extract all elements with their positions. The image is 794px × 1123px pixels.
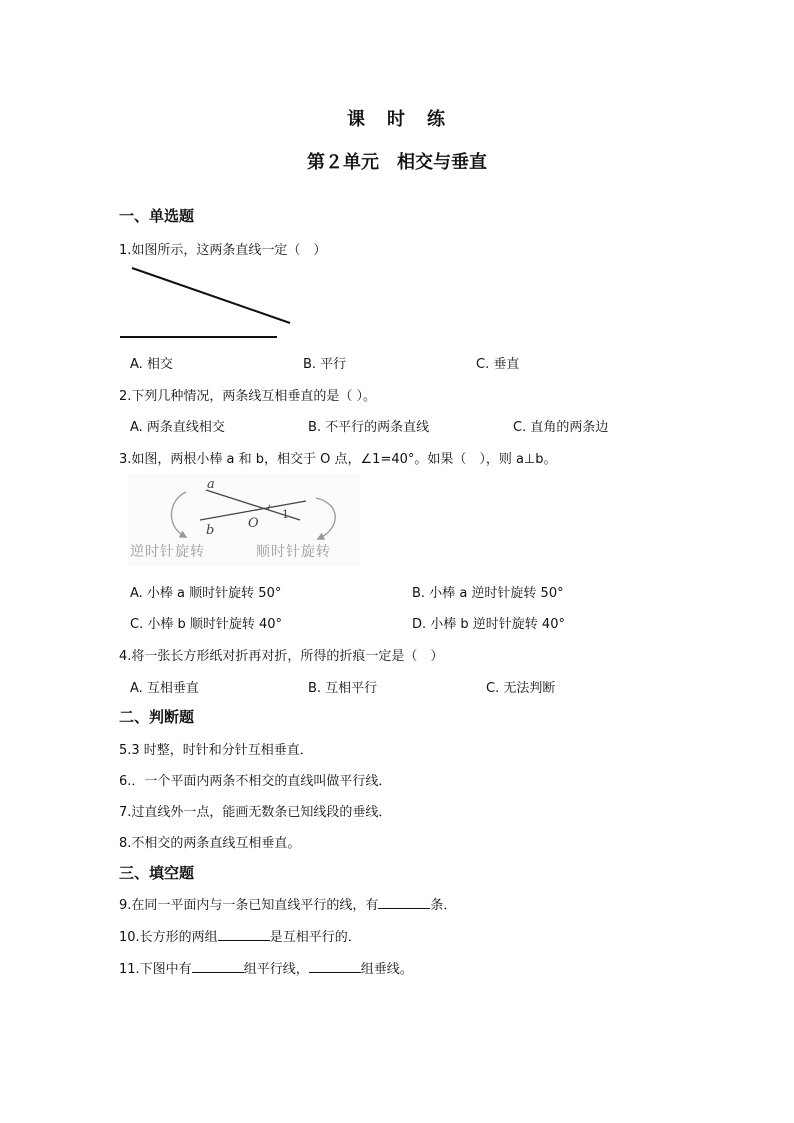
question-7-text: 7.过直线外一点，能画无数条已知线段的垂线．: [119, 805, 392, 820]
question-9: [119, 894, 456, 913]
question-1-figure: [110, 260, 310, 345]
section-heading-fill-blank: 三、填空题: [119, 864, 195, 882]
question-1-option-a[interactable]: A. 相交: [130, 357, 173, 372]
question-3-option-a[interactable]: A. 小棒 a 顺时针旋转 50°: [130, 586, 282, 601]
section-heading-single-choice: 一、单选题: [119, 207, 195, 225]
question-11-text-middle: 组平行线，: [243, 962, 309, 977]
question-1-text: 1.如图所示，这两条直线一定（ ）: [119, 243, 327, 258]
question-4-text: 4.将一张长方形纸对折再对折，所得的折痕一定是（ ）: [119, 649, 444, 664]
question-2-text: 2.下列几种情况，两条线互相垂直的是（ ）。: [119, 389, 377, 404]
counterclockwise-caption: 逆时针旋转: [130, 544, 205, 560]
question-9-blank[interactable]: [378, 896, 430, 909]
question-9-text-after: 条．: [430, 898, 457, 913]
question-2-option-c[interactable]: C. 直角的两条边: [513, 420, 609, 435]
question-11-blank-2[interactable]: [309, 960, 361, 973]
question-2-option-b[interactable]: B. 不平行的两条直线: [308, 420, 430, 435]
question-3-option-b[interactable]: B. 小棒 a 逆时针旋转 50°: [412, 586, 564, 601]
question-9-text-before: 9.在同一平面内与一条已知直线平行的线，有: [119, 898, 379, 913]
question-8-text: 8.不相交的两条直线互相垂直。: [119, 836, 301, 851]
question-10-text-before: 10.长方形的两组: [119, 930, 218, 945]
question-1-option-b[interactable]: B. 平行: [303, 357, 347, 372]
page-title: 课 时 练: [347, 109, 447, 130]
section-heading-true-false: 二、判断题: [119, 708, 195, 726]
question-3-figure: [128, 474, 360, 566]
clockwise-arrow: [316, 498, 335, 538]
question-11: [119, 958, 413, 977]
question-4-option-a[interactable]: A. 互相垂直: [130, 681, 199, 696]
unit-subtitle: 第２单元 相交与垂直: [307, 152, 487, 173]
question-11-blank-1[interactable]: [192, 960, 244, 973]
label-a: a: [207, 477, 215, 492]
label-b: b: [206, 523, 215, 538]
counterclockwise-arrow: [171, 492, 186, 536]
question-3-text: 3.如图，两根小棒 a 和 b，相交于 O 点，∠1=40°。如果（ ），则 a⊥b。: [119, 452, 557, 467]
question-4-option-b[interactable]: B. 互相平行: [308, 681, 378, 696]
question-10-blank[interactable]: [218, 928, 270, 941]
question-11-text-after: 组垂线。: [360, 962, 413, 977]
question-4-option-c[interactable]: C. 无法判断: [486, 681, 556, 696]
question-5-text: 5.3 时整，时针和分针互相垂直．: [119, 743, 313, 758]
question-1-option-c[interactable]: C. 垂直: [476, 357, 520, 372]
slanted-line: [132, 268, 290, 323]
question-10-text-after: 是互相平行的．: [269, 930, 361, 945]
label-angle-1: 1: [282, 508, 289, 521]
question-6-text: 6.．一个平面内两条不相交的直线叫做平行线．: [119, 774, 392, 789]
question-3-option-c[interactable]: C. 小棒 b 顺时针旋转 40°: [130, 617, 283, 632]
question-2-option-a[interactable]: A. 两条直线相交: [130, 420, 225, 435]
clockwise-caption: 顺时针旋转: [256, 544, 331, 560]
question-3-option-d[interactable]: D. 小棒 b 逆时针旋转 40°: [412, 617, 565, 632]
label-o: O: [248, 516, 259, 531]
question-10: [119, 926, 361, 945]
question-11-text-before: 11.下图中有: [119, 962, 192, 977]
